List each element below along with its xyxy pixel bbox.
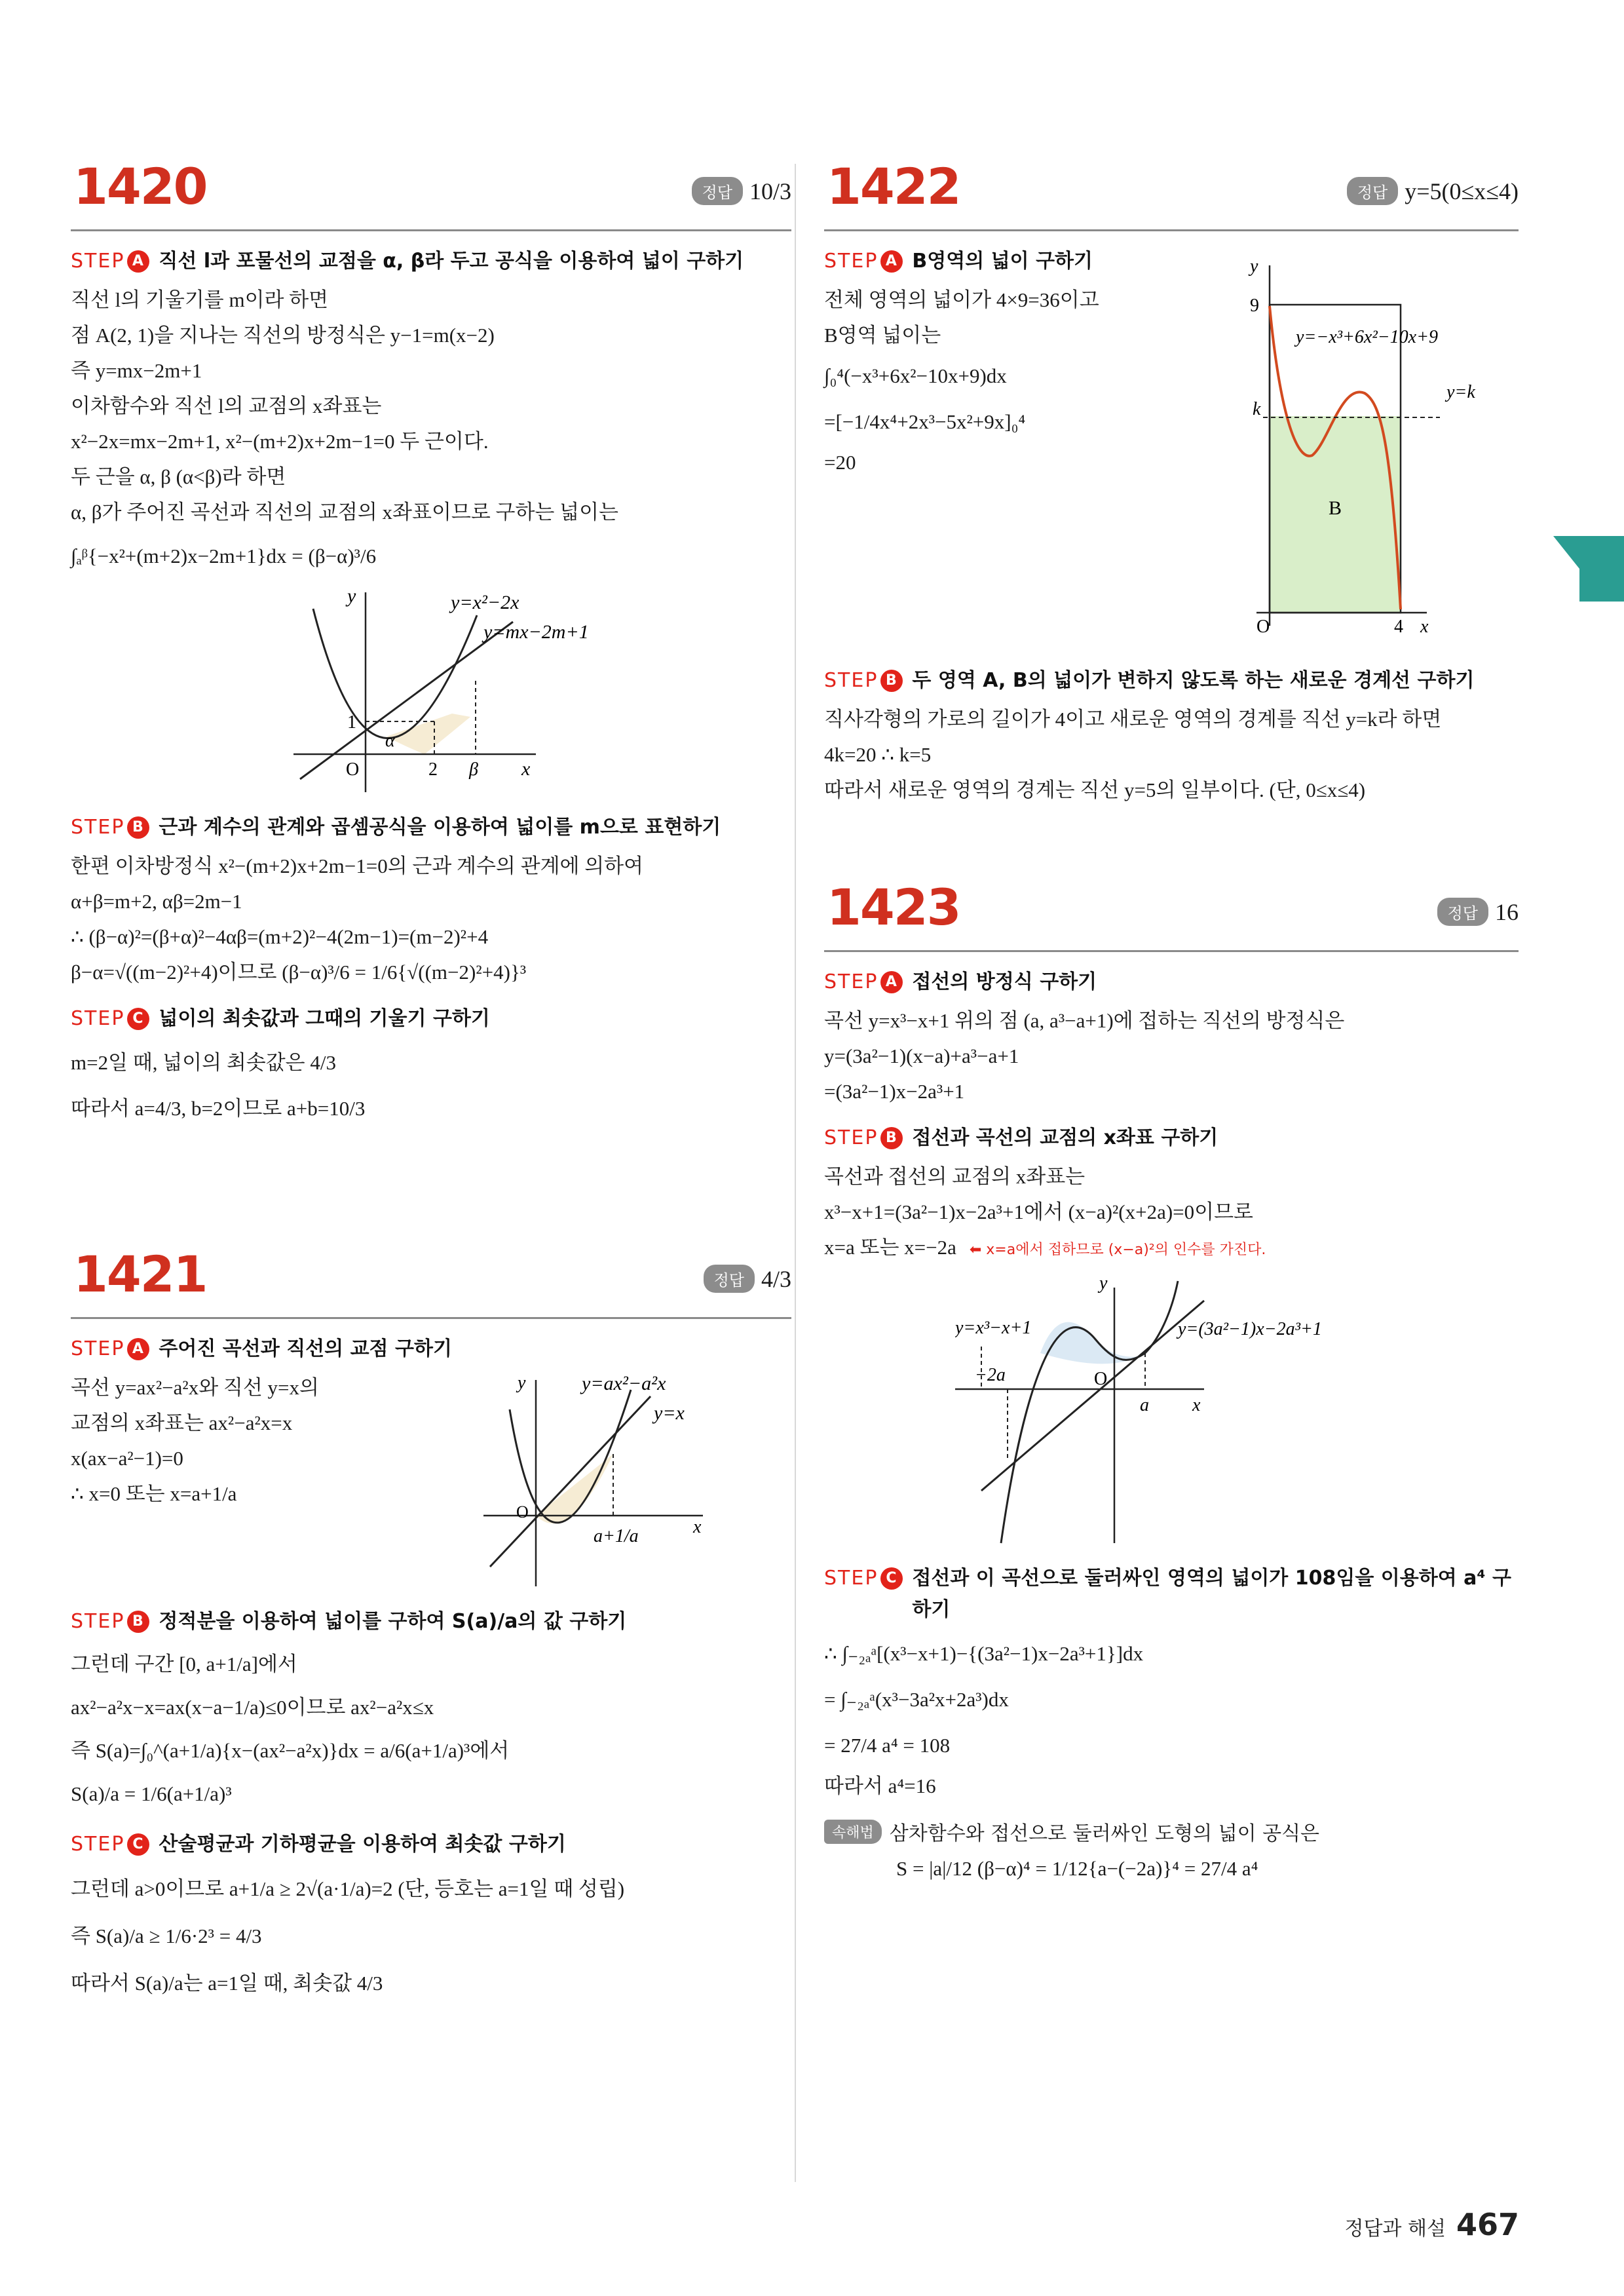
text-line: 4k=20 ∴ k=5: [824, 743, 932, 766]
text-line: 즉 y=mx−2m+1: [71, 359, 202, 382]
step-letter: C: [127, 1008, 149, 1030]
text-line: 따라서 a⁴=16: [824, 1774, 936, 1797]
answer-value: 10/3: [749, 178, 791, 204]
quick-solution-formula: S = |a|/12 (β−α)⁴ = 1/12{a−(−2a)}⁴ = 27/4 a⁴: [896, 1857, 1258, 1880]
y-label: y: [1250, 256, 1258, 277]
footer-label: 정답과 해설: [1344, 2217, 1446, 2240]
answer-value: 16: [1495, 898, 1519, 925]
step-a: [824, 966, 1519, 998]
text-line: ∴ ∫₋₂ₐᵃ[(x³−x+1)−{(3a²−1)x−2a³+1}]dx: [824, 1642, 1144, 1665]
problem-number: 1423: [827, 878, 960, 936]
step-title: 산술평균과 기하평균을 이용하여 최솟값 구하기: [159, 1833, 566, 1856]
step-title: B영역의 넓이 구하기: [912, 250, 1093, 273]
answer-badge: 정답: [1437, 898, 1488, 926]
step-letter: B: [880, 670, 903, 692]
problem-header: [71, 157, 791, 231]
step-c: [71, 1829, 791, 1860]
stepa-block: [71, 1370, 791, 1593]
graph-1422: [1230, 246, 1532, 639]
column-divider: [795, 164, 796, 2182]
quick-solution: [824, 1817, 1519, 1846]
y-label: y: [518, 1373, 526, 1393]
text-line: 곡선 y=ax²−a²x와 직선 y=x의: [71, 1376, 319, 1399]
text-line: 전체 영역의 넓이가 4×9=36이고: [824, 288, 1099, 311]
answer-badge: 정답: [1347, 177, 1398, 205]
step-c: [71, 1003, 791, 1035]
answer-value: y=5(0≤x≤4): [1405, 178, 1519, 204]
text-line: ∫₀⁴(−x³+6x²−10x+9)dx: [824, 364, 1007, 387]
neg2a-label: −2a: [975, 1365, 1006, 1385]
one-label: 1: [347, 712, 356, 733]
text-line: 직사각형의 가로의 길이가 4이고 새로운 영역의 경계를 직선 y=k라 하면: [824, 708, 1442, 731]
step-letter: A: [127, 1338, 149, 1360]
text-line: =20: [824, 451, 856, 474]
step-label: STEP: [71, 1833, 125, 1856]
formula-line: ∫ₐᵝ{−x²+(m+2)x−2m+1}dx = (β−α)³/6: [71, 545, 377, 567]
text-line: α, β가 주어진 곡선과 직선의 교점의 x좌표이므로 구하는 넓이는: [71, 501, 618, 524]
page-number: 467: [1456, 2207, 1519, 2242]
text-line: B영역 넓이는: [824, 324, 941, 347]
problem-number: 1421: [73, 1245, 207, 1303]
text-line: x=a 또는 x=−2a: [824, 1236, 956, 1259]
step-letter: B: [127, 1611, 149, 1633]
step-title: 직선 l과 포물선의 교점을 α, β라 두고 공식을 이용하여 넓이 구하기: [159, 250, 744, 273]
step-label: STEP: [71, 1007, 125, 1030]
text-line: 그런데 구간 [0, a+1/a]에서: [71, 1653, 297, 1675]
problem-header: [824, 157, 1519, 231]
curve-label: y=x²−2x: [451, 592, 519, 613]
curve-label: y=ax²−a²x: [582, 1373, 666, 1394]
nine-label: 9: [1250, 296, 1259, 316]
step-letter: B: [127, 816, 149, 839]
stepa-block: [824, 246, 1519, 652]
x-label: x: [1192, 1395, 1201, 1415]
text-line: x³−x+1=(3a²−1)x−2a³+1에서 (x−a)²(x+2a)=0이므로: [824, 1200, 1253, 1223]
text-line: 두 근을 α, β (α<β)라 하면: [71, 465, 286, 488]
problem-1423: [824, 878, 1519, 1892]
page-footer: [1345, 2207, 1519, 2242]
step-title: 접선과 이 곡선으로 둘러싸인 영역의 넓이가 108임을 이용하여 a⁴ 구하기: [912, 1567, 1511, 1621]
origin-label: O: [346, 759, 360, 780]
line-label: y=mx−2m+1: [483, 621, 589, 643]
curve-label: y=−x³+6x²−10x+9: [1296, 327, 1438, 347]
line-label: y=x: [654, 1402, 685, 1424]
annotation-note: ⬅ x=a에서 접하므로 (x−a)²의 인수를 가진다.: [969, 1242, 1266, 1258]
text-line: 점 A(2, 1)을 지나는 직선의 방정식은 y−1=m(x−2): [71, 324, 495, 347]
four-label: 4: [1394, 617, 1403, 637]
text-line: ∴ x=0 또는 x=a+1/a: [71, 1482, 237, 1505]
step-a: [71, 246, 791, 277]
origin-label: O: [1094, 1369, 1108, 1389]
step-letter: A: [127, 250, 149, 273]
quick-solution-badge: 속해법: [824, 1820, 882, 1844]
text-line: =(3a²−1)x−2a³+1: [824, 1080, 965, 1103]
step-label: STEP: [824, 250, 878, 273]
tangent-line: [300, 622, 513, 779]
step-letter: C: [880, 1567, 903, 1590]
step-label: STEP: [71, 816, 125, 839]
x-label: x: [693, 1517, 702, 1537]
step-label: STEP: [824, 1126, 878, 1149]
two-label: 2: [428, 759, 438, 780]
text-line: 곡선 y=x³−x+1 위의 점 (a, a³−a+1)에 접하는 직선의 방정식은: [824, 1009, 1345, 1032]
graph-1420: [274, 583, 732, 799]
right-column: [824, 157, 1519, 1892]
step-title: 주어진 곡선과 직선의 교점 구하기: [159, 1337, 452, 1360]
step-title: 근과 계수의 관계와 곱셈공식을 이용하여 넓이를 m으로 표현하기: [159, 816, 721, 839]
text-line: 즉 S(a)=∫₀^(a+1/a){x−(ax²−a²x)}dx = a/6(a+1/a)³에서: [71, 1739, 510, 1762]
beta-label: β: [469, 759, 478, 780]
text-line: 즉 S(a)/a ≥ 1/6·2³ = 4/3: [71, 1924, 262, 1947]
answer-box: [1437, 898, 1519, 926]
answer-badge: 정답: [692, 177, 743, 205]
problem-number: 1420: [73, 157, 207, 216]
step-a: [71, 1333, 791, 1365]
answer-box: [704, 1265, 791, 1293]
answer-value: 4/3: [761, 1265, 791, 1292]
step-letter: C: [127, 1833, 149, 1856]
region-b-label: B: [1329, 497, 1342, 519]
mark-label: a+1/a: [594, 1526, 639, 1546]
origin-label: O: [1256, 617, 1270, 637]
step-letter: B: [880, 1127, 903, 1149]
shaded-region: [1040, 1322, 1139, 1364]
step-label: STEP: [824, 1567, 878, 1590]
text-line: β−α=√((m−2)²+4)이므로 (β−α)³/6 = 1/6{√((m−2)²+4)}³: [71, 961, 527, 984]
quick-solution-text: 삼차함수와 접선으로 둘러싸인 도형의 넓이 공식은: [889, 1822, 1320, 1845]
x-label: x: [1420, 617, 1429, 637]
problem-1420: [71, 157, 791, 1245]
text-line: ax²−a²x−x=ax(x−a−1/a)≤0이므로 ax²−a²x≤x: [71, 1696, 434, 1719]
step-title: 두 영역 A, B의 넓이가 변하지 않도록 하는 새로운 경계선 구하기: [912, 669, 1475, 692]
text-line: 따라서 S(a)/a는 a=1일 때, 최솟값 4/3: [71, 1972, 383, 1995]
text-line: = 27/4 a⁴ = 108: [824, 1734, 951, 1757]
step-title: 접선의 방정식 구하기: [912, 970, 1097, 993]
graph-1423: [955, 1274, 1466, 1550]
text-line: ∴ (β−α)²=(β+α)²−4αβ=(m+2)²−4(2m−1)=(m−2)²+4: [71, 925, 489, 948]
text-line: y=(3a²−1)(x−a)+a³−a+1: [824, 1044, 1019, 1067]
problem-header: [824, 878, 1519, 952]
text-line: x(ax−a²−1)=0: [71, 1447, 183, 1470]
text-line: m=2일 때, 넓이의 최솟값은 4/3: [71, 1051, 336, 1074]
step-c: [824, 1563, 1519, 1626]
graph-1421: [477, 1370, 752, 1593]
y-label: y: [1099, 1274, 1108, 1293]
origin-label: O: [516, 1502, 529, 1521]
text-line: x²−2x=mx−2m+1, x²−(m+2)x+2m−1=0 두 근이다.: [71, 430, 489, 453]
text-line: 직선 l의 기울기를 m이라 하면: [71, 288, 329, 311]
text-line: 따라서 a=4/3, b=2이므로 a+b=10/3: [71, 1097, 366, 1120]
side-tab-marker: [1579, 536, 1624, 602]
step-label: STEP: [71, 250, 125, 273]
left-column: [71, 157, 791, 2007]
curve-label: y=x³−x+1: [955, 1318, 1032, 1338]
problem-header: [71, 1245, 791, 1319]
problem-number: 1422: [827, 157, 960, 216]
step-label: STEP: [71, 1610, 125, 1633]
step-b: [71, 812, 791, 843]
text-line: α+β=m+2, αβ=2m−1: [71, 890, 242, 913]
step-label: STEP: [824, 970, 878, 993]
step-b: [824, 1122, 1519, 1154]
text-line: 한편 이차방정식 x²−(m+2)x+2m−1=0의 근과 계수의 관계에 의하여: [71, 854, 644, 877]
step-title: 접선과 곡선의 교점의 x좌표 구하기: [912, 1126, 1218, 1149]
text-line: S(a)/a = 1/6(a+1/a)³: [71, 1782, 232, 1805]
text-line: = ∫₋₂ₐᵃ(x³−3a²x+2a³)dx: [824, 1688, 1009, 1711]
step-title: 넓이의 최솟값과 그때의 기울기 구하기: [159, 1007, 490, 1030]
shaded-region: [387, 714, 470, 754]
text-line: 교점의 x좌표는 ax²−a²x=x: [71, 1411, 293, 1434]
alpha-label: α: [385, 731, 395, 751]
line-label: y=(3a²−1)x−2a³+1: [1178, 1319, 1322, 1339]
step-a: [824, 246, 1230, 277]
text-line: 그런데 a>0이므로 a+1/a ≥ 2√(a·1/a)=2 (단, 등호는 a=1일 때 성립): [71, 1877, 625, 1900]
step-letter: A: [880, 971, 903, 993]
a-label: a: [1140, 1395, 1149, 1415]
text-line: 곡선과 접선의 교점의 x좌표는: [824, 1165, 1086, 1188]
answer-box: [692, 177, 791, 205]
x-label: x: [521, 758, 531, 780]
line-label: y=k: [1446, 382, 1475, 402]
answer-box: [1347, 177, 1519, 205]
step-b: [824, 665, 1519, 697]
step-label: STEP: [824, 669, 878, 692]
text-line: 이차함수와 직선 l의 교점의 x좌표는: [71, 394, 382, 417]
answer-badge: 정답: [704, 1265, 755, 1293]
problem-1422: [824, 157, 1519, 878]
text-line: 따라서 새로운 영역의 경계는 직선 y=5의 일부이다. (단, 0≤x≤4): [824, 778, 1366, 801]
problem-1421: [71, 1245, 791, 2007]
k-label: k: [1253, 399, 1261, 419]
text-line: =[−1/4x⁴+2x³−5x²+9x]₀⁴: [824, 410, 1026, 433]
step-b: [71, 1606, 791, 1637]
step-letter: A: [880, 250, 903, 273]
y-label: y: [347, 585, 356, 607]
step-title: 정적분을 이용하여 넓이를 구하여 S(a)/a의 값 구하기: [159, 1610, 627, 1633]
step-label: STEP: [71, 1337, 125, 1360]
